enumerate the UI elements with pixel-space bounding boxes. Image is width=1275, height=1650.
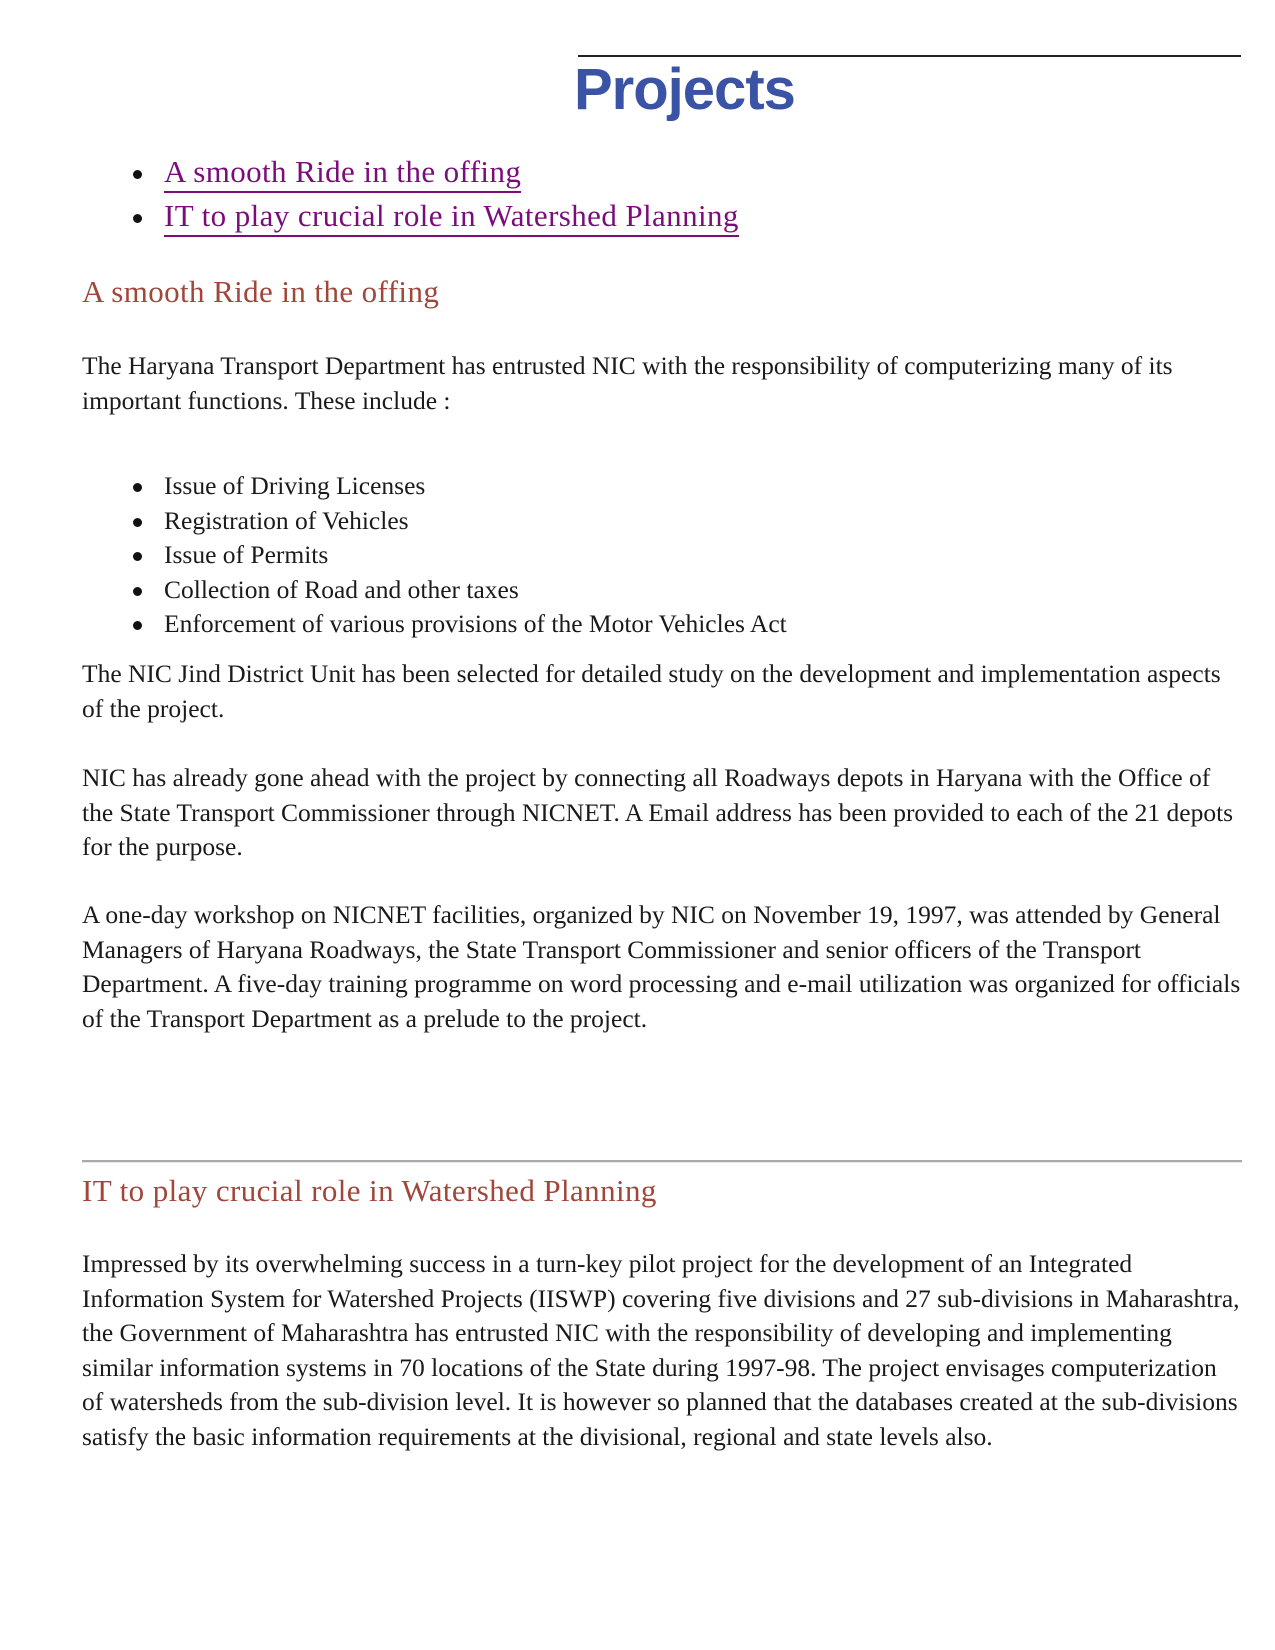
page-title: Projects xyxy=(574,57,795,122)
toc-link-watershed-planning[interactable]: IT to play crucial role in Watershed Planning xyxy=(164,198,739,237)
section2-paragraph: Impressed by its overwhelming success in a turn-key pilot project for the development of an Integrated Information System for Watershed Projects (IISWP) covering five divisions and 27 sub-divisions in Maharashtra, the Government of Maharashtra has entrusted NIC with the responsibility of developing and implementing similar information systems in 70 locations of the State during 1997-98. The project envisages computerization of watersheds from the sub-division level. It is however so planned that the databases created at the sub-divisions satisfy the basic information requirements at the divisional, regional and state levels also. xyxy=(82,1249,1240,1451)
list-item xyxy=(82,538,787,573)
bullet-icon xyxy=(133,621,142,630)
list-item-label: Registration of Vehicles xyxy=(164,505,409,535)
bullet-icon xyxy=(133,552,142,561)
toc-link-smooth-ride[interactable]: A smooth Ride in the offing xyxy=(164,154,521,193)
list-item-label: Issue of Driving Licenses xyxy=(164,471,426,500)
section1-paragraph-jind: The NIC Jind District Unit has been selected for detailed study on the development and implementation aspects of the project. xyxy=(82,659,1221,723)
list-item-label: Collection of Road and other taxes xyxy=(164,574,519,604)
bullet-icon xyxy=(133,170,142,179)
list-item-label: Issue of Permits xyxy=(164,540,329,569)
bullet-icon xyxy=(133,483,142,492)
list-item xyxy=(82,607,787,642)
section-heading-watershed-planning: IT to play crucial role in Watershed Planning xyxy=(82,1173,657,1208)
list-item xyxy=(82,573,787,608)
section1-paragraph-nicnet: NIC has already gone ahead with the project by connecting all Roadways depots in Haryana with the Office of the State Transport Commissioner through NICNET. A Email address has been provided to each of the 21 depots for the purpose. xyxy=(82,763,1234,861)
section1-intro-paragraph: The Haryana Transport Department has entrusted NIC with the responsibility of computerizing many of its important functions. These include : xyxy=(82,351,1173,415)
toc-item xyxy=(82,194,739,238)
bullet-icon xyxy=(133,587,142,596)
transport-functions-list xyxy=(82,469,787,642)
section-divider xyxy=(82,1160,1242,1163)
bullet-icon xyxy=(133,518,142,527)
toc-item xyxy=(82,150,739,194)
list-item-label: Enforcement of various provisions of the Motor Vehicles Act xyxy=(164,609,787,638)
section1-paragraph-workshop: A one-day workshop on NICNET facilities, organized by NIC on November 19, 1997, was attended by General Managers of Haryana Roadways, the State Transport Commissioner and senior officers of the Transport Department. A five-day training programme on word processing and e-mail utilization was organized for officials of the Transport Department as a prelude to the project. xyxy=(82,900,1241,1033)
table-of-contents xyxy=(82,150,739,238)
list-item xyxy=(82,469,787,504)
bullet-icon xyxy=(133,214,142,223)
list-item xyxy=(82,504,787,539)
section-heading-smooth-ride: A smooth Ride in the offing xyxy=(82,274,440,309)
